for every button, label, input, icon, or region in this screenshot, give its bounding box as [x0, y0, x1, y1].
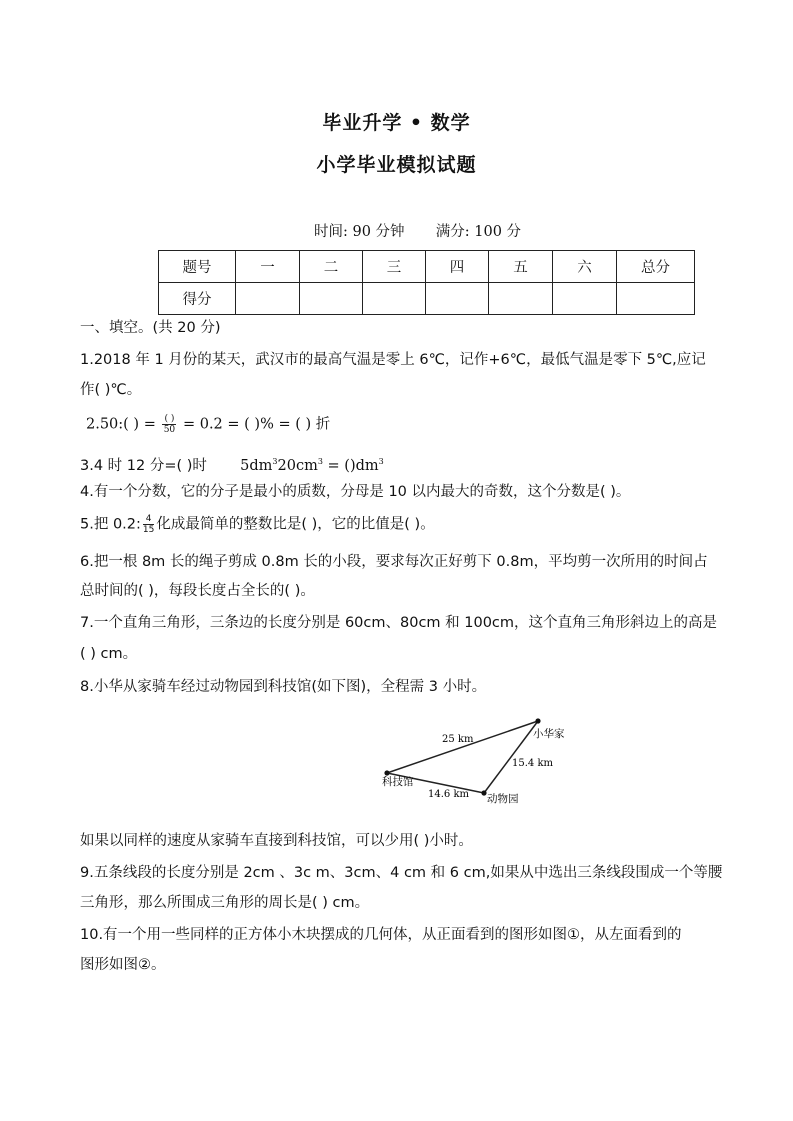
exam-title: 小学毕业模拟试题 [316, 154, 477, 176]
question-5-fraction [143, 514, 154, 535]
fraction-numerator: 4 [143, 514, 154, 525]
score-table [158, 250, 695, 315]
museum-label: 科技馆 [382, 776, 414, 788]
home-point [535, 718, 540, 723]
road-home-to-zoo [484, 721, 538, 793]
header-cell-2: 二 [300, 251, 363, 283]
score-cell[interactable] [363, 283, 426, 315]
exam-meta [314, 220, 521, 241]
question-6-line-1: 6.把一根 8m 长的绳子剪成 0.8m 长的小段，要求每次正好剪下 0.8m，平均剪一次所用的时间占 [80, 554, 708, 570]
header-cell-question-no: 题号 [159, 251, 236, 283]
full-score: 满分: 100 分 [435, 224, 522, 240]
score-cell[interactable] [426, 283, 489, 315]
distance-home-museum: 25 km [442, 734, 474, 745]
score-cell[interactable] [236, 283, 300, 315]
score-cell[interactable] [300, 283, 363, 315]
question-2-part-b: = 0.2 = ( )% = ( ) 折 [182, 416, 331, 433]
question-2 [86, 414, 330, 435]
header-cell-1: 一 [236, 251, 300, 283]
museum-point [384, 770, 389, 775]
question-8-line-1: 8.小华从家骑车经过动物园到科技馆(如下图)，全程需 3 小时。 [80, 679, 487, 695]
header-cell-total: 总分 [617, 251, 695, 283]
score-cell-total[interactable] [617, 283, 695, 315]
question-2-part-a: 2.50:( ) = [86, 416, 156, 433]
question-10-line-2: 图形如图②。 [80, 957, 166, 973]
question-5-part-a: 5.把 0.2: [80, 516, 141, 533]
question-3-part-b [240, 458, 384, 474]
zoo-point [481, 790, 486, 795]
question-5 [80, 514, 435, 535]
question-7-line-1: 7.一个直角三角形，三条边的长度分别是 60cm、80cm 和 100cm，这个直角三角形斜边上的高是 [80, 615, 718, 631]
score-table-header-row [159, 251, 695, 283]
question-1-line-2: 作( )℃。 [80, 382, 142, 398]
header-cell-5: 五 [489, 251, 553, 283]
time-limit: 时间: 90 分钟 [314, 224, 405, 240]
fraction-denominator: 50 [163, 425, 176, 435]
question-3 [80, 452, 384, 476]
question-2-fraction [162, 414, 176, 435]
fraction-numerator: ( ) [164, 414, 175, 424]
header-cell-4: 四 [426, 251, 489, 283]
question-9-line-2: 三角形，那么所围成三角形的周长是( ) cm。 [80, 895, 370, 911]
question-5-part-b: 化成最简单的整数比是( )，它的比值是( )。 [156, 516, 435, 533]
volume-dm: 5dm [240, 457, 273, 474]
question-1-line-1: 1.2018 年 1 月份的某天，武汉市的最高气温是零上 6℃，记作+6℃，最低气温是零下 5℃,应记 [80, 352, 706, 368]
zoo-label: 动物园 [487, 793, 519, 805]
exponent: 3 [317, 457, 323, 466]
question-7-line-2: ( ) cm。 [80, 646, 138, 662]
exponent: 3 [378, 457, 384, 466]
route-map-figure [370, 708, 580, 808]
question-8-line-2: 如果以同样的速度从家骑车直接到科技馆，可以少用( )小时。 [80, 833, 473, 849]
question-10-line-1: 10.有一个用一些同样的正方体小木块摆成的几何体，从正面看到的图形如图①，从左面看到的 [80, 927, 682, 943]
fraction-denominator: 15 [142, 525, 155, 535]
question-6-line-2: 总时间的( )，每段长度占全长的( )。 [80, 583, 315, 599]
volume-cm: 20cm [277, 457, 318, 474]
question-3-part-a: 3.4 时 12 分=( )时 [80, 457, 207, 474]
score-table-score-row [159, 283, 695, 315]
score-cell[interactable] [489, 283, 553, 315]
distance-zoo-museum: 14.6 km [428, 789, 469, 800]
exam-series-title: 毕业升学 • 数学 [322, 112, 471, 134]
section-heading: 一、填空。(共 20 分) [80, 320, 221, 336]
distance-home-zoo: 15.4 km [512, 758, 553, 769]
volume-result: = ()dm [322, 457, 379, 474]
exponent: 3 [272, 457, 278, 466]
score-cell[interactable] [553, 283, 617, 315]
question-4: 4.有一个分数，它的分子是最小的质数，分母是 10 以内最大的奇数，这个分数是( )。 [80, 484, 631, 500]
home-label: 小华家 [533, 728, 565, 740]
header-cell-3: 三 [363, 251, 426, 283]
header-cell-6: 六 [553, 251, 617, 283]
score-row-label: 得分 [159, 283, 236, 315]
question-9-line-1: 9.五条线段的长度分别是 2cm 、3c m、3cm、4 cm 和 6 cm,如果从中选出三条线段围成一个等腰 [80, 865, 723, 881]
